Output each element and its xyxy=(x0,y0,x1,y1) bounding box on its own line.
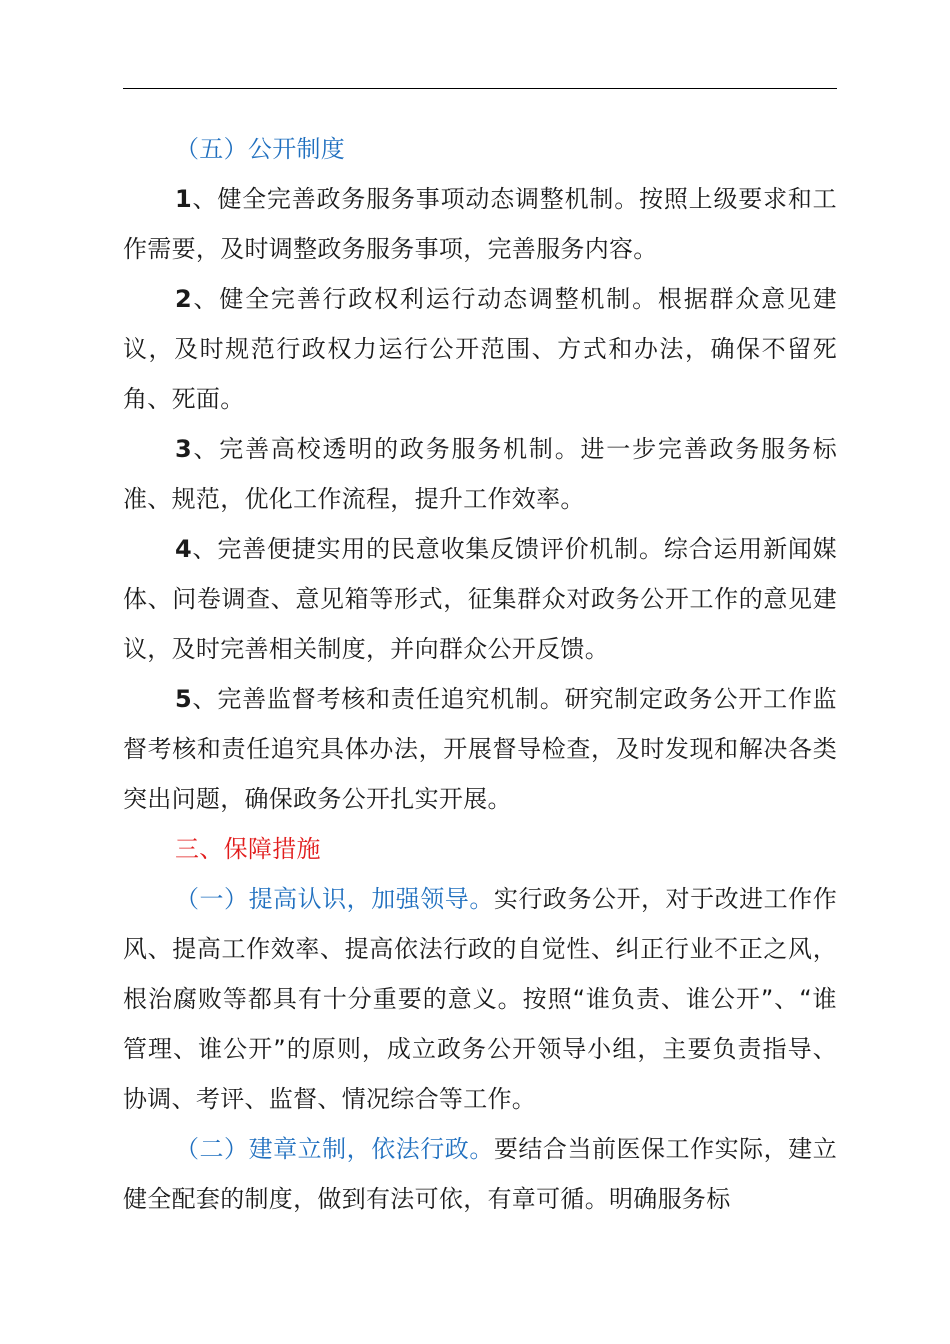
section-5-heading: （五）公开制度 xyxy=(175,135,346,163)
measure-1 xyxy=(123,874,837,1124)
item-text: 、完善监督考核和责任追究机制。研究制定政务公开工作监督考核和责任追究具体办法，开展督导检查，及时发现和解决各类突出问题，确保政务公开扎实开展。 xyxy=(123,685,837,813)
item-2 xyxy=(123,274,837,424)
header-rule xyxy=(123,88,837,89)
item-number: 4 xyxy=(175,535,192,563)
item-1 xyxy=(123,174,837,274)
item-number: 2 xyxy=(175,285,192,313)
section-3-heading: 三、保障措施 xyxy=(175,835,321,863)
item-text: 、完善高校透明的政务服务机制。进一步完善政务服务标准、规范，优化工作流程，提升工作效率。 xyxy=(123,435,837,513)
item-number: 3 xyxy=(175,435,192,463)
item-5 xyxy=(123,674,837,824)
measure-lead: （二）建章立制，依法行政。 xyxy=(175,1135,494,1163)
item-3 xyxy=(123,424,837,524)
measure-2 xyxy=(123,1124,837,1224)
measure-text: 实行政务公开，对于改进工作作风、提高工作效率、提高依法行政的自觉性、纠正行业不正之风，根治腐败等都具有十分重要的意义。按照“谁负责、谁公开”、“谁管理、谁公开”的原则，成立政务公开领导小组，主要负责指导、协调、考评、监督、情况综合等工作。 xyxy=(123,885,838,1113)
item-number: 5 xyxy=(175,685,192,713)
item-text: 、完善便捷实用的民意收集反馈评价机制。综合运用新闻媒体、问卷调查、意见箱等形式，征集群众对政务公开工作的意见建议，及时完善相关制度，并向群众公开反馈。 xyxy=(123,535,837,663)
document-body xyxy=(123,124,837,1224)
item-4 xyxy=(123,524,837,674)
item-number: 1 xyxy=(175,185,192,213)
measure-text: 要结合当前医保工作实际，建立健全配套的制度，做到有法可依，有章可循。明确服务标 xyxy=(123,1135,838,1213)
measure-lead: （一）提高认识，加强领导。 xyxy=(175,885,494,913)
item-text: 、健全完善行政权利运行动态调整机制。根据群众意见建议，及时规范行政权力运行公开范围、方式和办法，确保不留死角、死面。 xyxy=(123,285,837,413)
item-text: 、健全完善政务服务事项动态调整机制。按照上级要求和工作需要，及时调整政务服务事项，完善服务内容。 xyxy=(123,185,837,263)
